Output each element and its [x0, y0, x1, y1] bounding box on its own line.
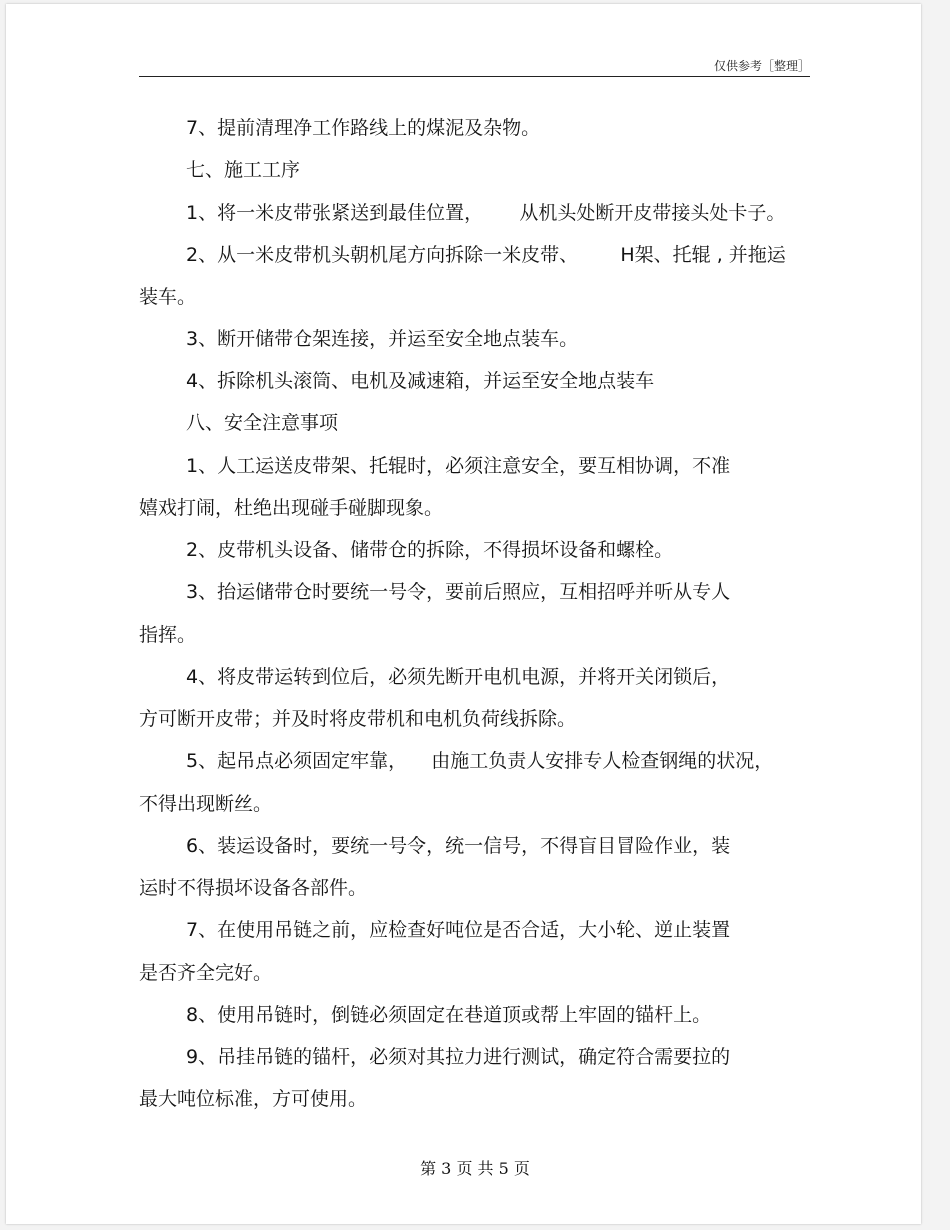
paragraph-line: 运时不得损坏设备各部件。 [139, 877, 368, 899]
paragraph-line: 7、在使用吊链之前，应检查好吨位是否合适，大小轮、逆止装置 [186, 919, 731, 941]
paragraph-line: 最大吨位标准，方可使用。 [139, 1088, 368, 1110]
paragraph-line: 不得出现断丝。 [139, 793, 273, 815]
paragraph-line: 9、吊挂吊链的锚杆，必须对其拉力进行测试，确定符合需要拉的 [186, 1046, 731, 1068]
paragraph-line: 3、断开储带仓架连接，并运至安全地点装车。 [186, 328, 579, 350]
paragraph-line: 指挥。 [139, 624, 197, 646]
paragraph-line: 2、从一米皮带机头朝机尾方向拆除一米皮带、 H架、托辊 , 并拖运 [186, 244, 786, 266]
paragraph-line: 3、抬运储带仓时要统一号令，要前后照应，互相招呼并听从专人 [186, 581, 731, 603]
paragraph-line: 嬉戏打闹，杜绝出现碰手碰脚现象。 [139, 497, 444, 519]
paragraph-line: 6、装运设备时，要统一号令，统一信号，不得盲目冒险作业，装 [186, 835, 731, 857]
paragraph-line: 5、起吊点必须固定牢靠， 由施工负责人安排专人检查钢绳的状况， [186, 750, 774, 772]
paragraph-line: 1、将一米皮带张紧送到最佳位置， 从机头处断开皮带接头处卡子。 [186, 202, 786, 224]
paragraph-line: 8、使用吊链时，倒链必须固定在巷道顶或帮上牢固的锚杆上。 [186, 1004, 712, 1026]
paragraph-line: 4、将皮带运转到位后，必须先断开电机电源，并将开关闭锁后， [186, 666, 731, 688]
paragraph-line: 1、人工运送皮带架、托辊时，必须注意安全，要互相协调，不准 [186, 455, 731, 477]
paragraph-line: 装车。 [139, 286, 197, 308]
paragraph-line: 7、提前清理净工作路线上的煤泥及杂物。 [186, 117, 541, 139]
header-note: 仅供参考［整理］ [713, 59, 810, 73]
paragraph-line: 2、皮带机头设备、储带仓的拆除，不得损坏设备和螺栓。 [186, 539, 674, 561]
document-page [6, 4, 921, 1224]
section-heading: 八、安全注意事项 [186, 412, 339, 434]
page-number-footer: 第 3 页 共 5 页 [420, 1159, 530, 1178]
paragraph-line: 4、拆除机头滚筒、电机及减速箱，并运至安全地点装车 [186, 370, 655, 392]
section-heading: 七、施工工序 [186, 159, 301, 181]
paragraph-line: 是否齐全完好。 [139, 962, 273, 984]
paragraph-line: 方可断开皮带；并及时将皮带机和电机负荷线拆除。 [139, 708, 577, 730]
header-rule [139, 76, 810, 77]
